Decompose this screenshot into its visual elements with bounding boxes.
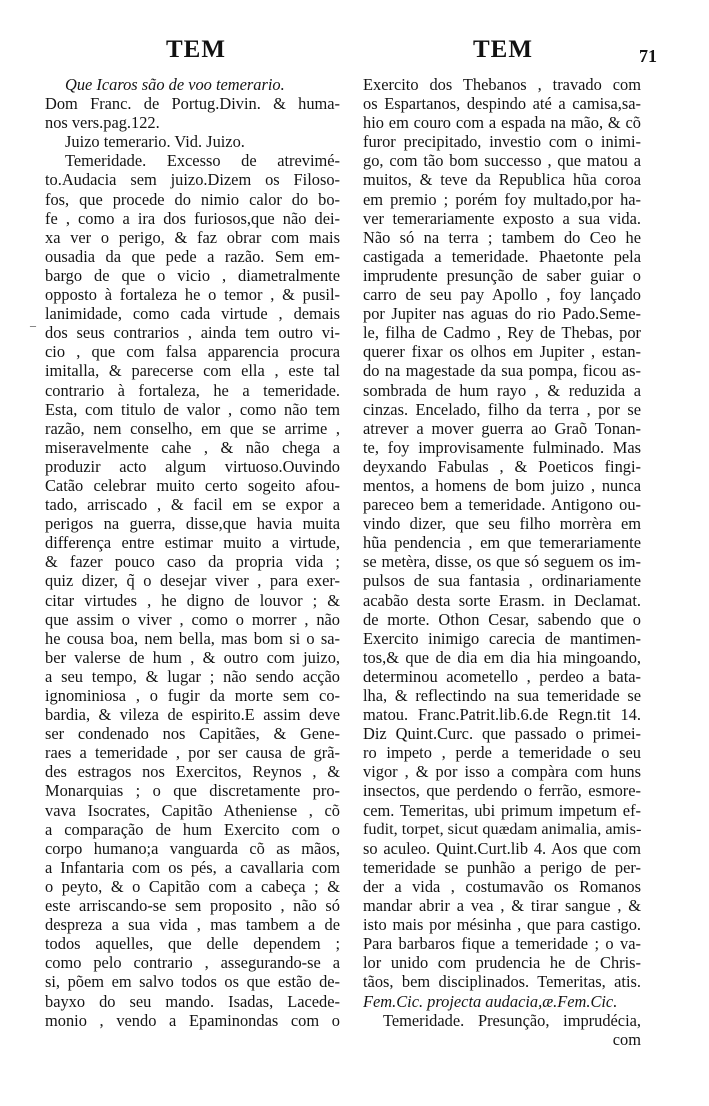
text-line: tãos, bem disciplinados. Temeritas, atis. <box>363 972 641 992</box>
text-line: des estragos nos Exercitos, Reynos , & <box>45 762 340 782</box>
text-line: que assim o viver , como o morrer , não <box>45 609 340 629</box>
text-line: todos aquelles, que delle dependem ; <box>45 934 340 954</box>
margin-dash-mark: – <box>30 318 36 332</box>
text-line: ver temerariamente exposto a sua vida. <box>363 208 641 228</box>
text-line: como pelo contrario , assegurando-se a <box>45 953 340 973</box>
text-line: to.Audacia sem juizo.Dizem os Filoso- <box>45 170 340 190</box>
text-line: imprudente presunção de saber guiar o <box>363 265 641 285</box>
text-line: Exercito dos Thebanos , travado com <box>363 75 641 94</box>
text-line: do na magestade da sua pompa, ficou as- <box>363 361 641 381</box>
right-running-head: TEM <box>473 36 533 63</box>
text-line: de morte. Othon Cesar, sabendo que o <box>363 609 641 629</box>
text-line: differença entre estimar muito a virtude, <box>45 533 340 553</box>
text-line: tado, arriscado , & facil em se expor a <box>45 495 340 515</box>
text-line: bayxo do seu mando. Isadas, Lacede- <box>45 991 340 1011</box>
text-line: corpo humano;a vanguarda cõ as mãos, <box>45 838 340 858</box>
text-line: Exercito inimigo carecia de mantimen- <box>363 628 641 648</box>
text-line: quiz dizer, q̃ o desejar viver , para exer- <box>45 571 340 591</box>
text-line: der a vida , costumavão os Romanos <box>363 876 641 896</box>
text-line: isto mais por mésinha , que para castigo. <box>363 915 641 935</box>
text-line: a Infantaria com os pés, a cavallaria com <box>45 857 340 877</box>
text-line: ousadia da que pede a razão. Sem em- <box>45 246 340 266</box>
text-line: bargo de que o vicio , diametralmente <box>45 265 340 285</box>
text-line: si, põem em salvo todos os que estão de- <box>45 972 340 992</box>
text-line: ignominiosa , o fugir da morte sem co- <box>45 686 340 705</box>
text-line: a comparação de hum Exercito com o <box>45 819 340 839</box>
text-line: cio , que com falsa apparencia procura <box>45 342 340 362</box>
text-line: cinzas. Encelado, filho da terra , por se <box>363 399 641 419</box>
text-line: a seu tempo, & lugar ; não sendo acção <box>45 666 340 686</box>
text-line: pulsos de sua fantasia , ordinariamente <box>363 571 641 591</box>
text-line: lor unido com prudencia he de Chris- <box>363 953 641 973</box>
text-line: xa ver o perigo, & faz obrar com mais <box>45 227 340 247</box>
text-line: fos, que procede do nimio calor do bo- <box>45 189 340 209</box>
text-line: fudit, torpet, sicut quædam animalia, amis- <box>363 819 641 838</box>
text-line: hũa pendencia , em que temerariamente <box>363 533 641 553</box>
text-line: te, foy improvisamente fulminado. Mas <box>363 437 641 457</box>
text-line: mentos, a homens de bom juizo , nunca <box>363 475 641 495</box>
text-line: le, filha de Cadmo , Rey de Thebas, por <box>363 323 641 343</box>
text-line: Juizo temerario. Vid. Juizo. <box>65 132 245 152</box>
left-running-head: TEM <box>166 36 226 63</box>
text-line: carro de seu pay Apollo , foy lançado <box>363 285 641 305</box>
text-line: perigos na guerra, disse,que havia muita <box>45 514 340 534</box>
text-line: por Jupiter nas aguas do rio Pado.Seme- <box>363 304 641 324</box>
text-line: Monarquias ; o que discretamente pro- <box>45 781 340 801</box>
text-line: dos seus contrarios , ainda tem outro vi- <box>45 323 340 343</box>
left-text-column <box>45 75 340 1030</box>
text-line: vindo dizer, que seu filho morrèra em <box>363 514 641 534</box>
text-line: mandar abrir a vea , & tirar sangue , & <box>363 896 641 916</box>
text-line: despreza a sua vida , mas tambem a de <box>45 915 340 935</box>
text-line: Para barbaros fique a temeridade ; o va- <box>363 934 641 954</box>
text-line: contrario à fortaleza, he a temeridade. <box>45 380 340 400</box>
text-line: atrever a mover guerra ao Graõ Tonan- <box>363 418 641 438</box>
text-line: pareceo bem a temeridade. Antigono ou- <box>363 495 641 515</box>
text-line: produzir acto algum virtuoso.Ouvindo <box>45 456 340 476</box>
text-line: ro impeto , perde a temeridade o seu <box>363 743 641 763</box>
text-line: Não só na terra ; tambem do Ceo he <box>363 227 641 247</box>
text-line: imitalla, & parecerse com ella , este tal <box>45 361 340 381</box>
text-line: se metèra, disse, os que só seguem os im- <box>363 552 641 572</box>
text-line: & fazer pouco caso da propria vida ; <box>45 552 340 572</box>
text-line: querer fixar os olhos em Jupiter , estan- <box>363 342 641 362</box>
text-line: lha, & reflectindo na sua temeridade se <box>363 686 641 705</box>
right-text-column <box>363 75 641 1049</box>
text-line: temeridade se punhão a perigo de per- <box>363 857 641 877</box>
text-line: determinou acometello , perdeo a bata- <box>363 666 641 686</box>
text-line: muitos, & teve da Republica hũa coroa <box>363 170 641 190</box>
text-line: vigor , & por isso a compàra com huns <box>363 762 641 782</box>
text-line: deyxando Fabulas , & Poeticos fingi- <box>363 456 641 476</box>
text-line: este arriscando-se sem proposito , não só <box>45 896 340 916</box>
text-line: miseravelmente cahe , & não chega a <box>45 437 340 457</box>
text-line: vava Isocrates, Capitão Atheniense , cõ <box>45 800 340 820</box>
text-line: o peyto, & o Capitão com a cabeça ; & <box>45 876 340 896</box>
text-line: opposto à fortaleza he o temor , & pusil- <box>45 285 340 305</box>
text-line: com <box>612 1029 641 1049</box>
text-line: monio , vendo a Epaminondas com o <box>45 1010 340 1030</box>
text-line: Dom Franc. de Portug.Divin. & huma- <box>45 94 340 114</box>
text-line: nos vers.pag.122. <box>45 113 160 133</box>
text-line: em premio ; porém foy multado,por ha- <box>363 189 641 209</box>
text-line: castigada a temeridade. Phaetonte pela <box>363 246 641 266</box>
text-line: insectos, que perdendo o ferrão, esmore- <box>363 781 641 801</box>
text-line: hio em couro com a espada na mão, & cõ <box>363 113 641 133</box>
text-line: cem. Temeritas, ubi primum impetum ef- <box>363 800 641 820</box>
page-number: 71 <box>639 46 657 66</box>
text-line: acabão desta sorte Erasm. in Declamat. <box>363 590 641 610</box>
text-line: raes a temeridade , por ser causa de grã- <box>45 743 340 763</box>
text-line: citar virtudes , he digno de louvor ; & <box>45 590 340 610</box>
text-line: go, com tão bom successo , que matou a <box>363 151 641 171</box>
text-line: sombrada de hum rayo , & reduzida a <box>363 380 641 400</box>
text-line: ber valerse de hum , & outro com juizo, <box>45 647 340 667</box>
text-line: ser condenado nos Capitães, & Gene- <box>45 724 340 744</box>
text-line: he cousa boa, nem bella, mas bom si o sa- <box>45 628 340 648</box>
text-line: so aculeo. Quint.Curt.lib 4. Aos que com <box>363 838 641 858</box>
text-line: furor precipitado, investio com o inimi- <box>363 132 641 152</box>
text-line: lanimidade, como cada virtude , demais <box>45 304 340 324</box>
text-line: fe , como a ira dos furiosos,que não dei- <box>45 208 340 228</box>
text-line: Que Icaros são de voo temerario. <box>65 75 285 94</box>
text-line: Fem.Cic. projecta audacia,æ.Fem.Cic. <box>363 991 618 1011</box>
text-line: Esta, com titulo de valor , como não tem <box>45 399 340 419</box>
text-line: os Espartanos, despindo até a camisa,sa- <box>363 94 641 114</box>
text-line: bardia, & vileza de espirito.E assim deve <box>45 705 340 725</box>
text-line: Temeridade. Excesso de atrevimé- <box>65 151 340 171</box>
text-line: Temeridade. Presunção, imprudécia, <box>383 1010 641 1030</box>
text-line: Diz Quint.Curc. que passado o primei- <box>363 724 641 744</box>
text-line: razão, nem conselho, em que se arrime , <box>45 418 340 438</box>
text-line: Catão celebrar muito certo sogeito afou- <box>45 475 340 495</box>
text-line: matou. Franc.Patrit.lib.6.de Regn.tit 14. <box>363 705 641 725</box>
text-line: tos,& que de dia em dia hia mingoando, <box>363 647 641 667</box>
